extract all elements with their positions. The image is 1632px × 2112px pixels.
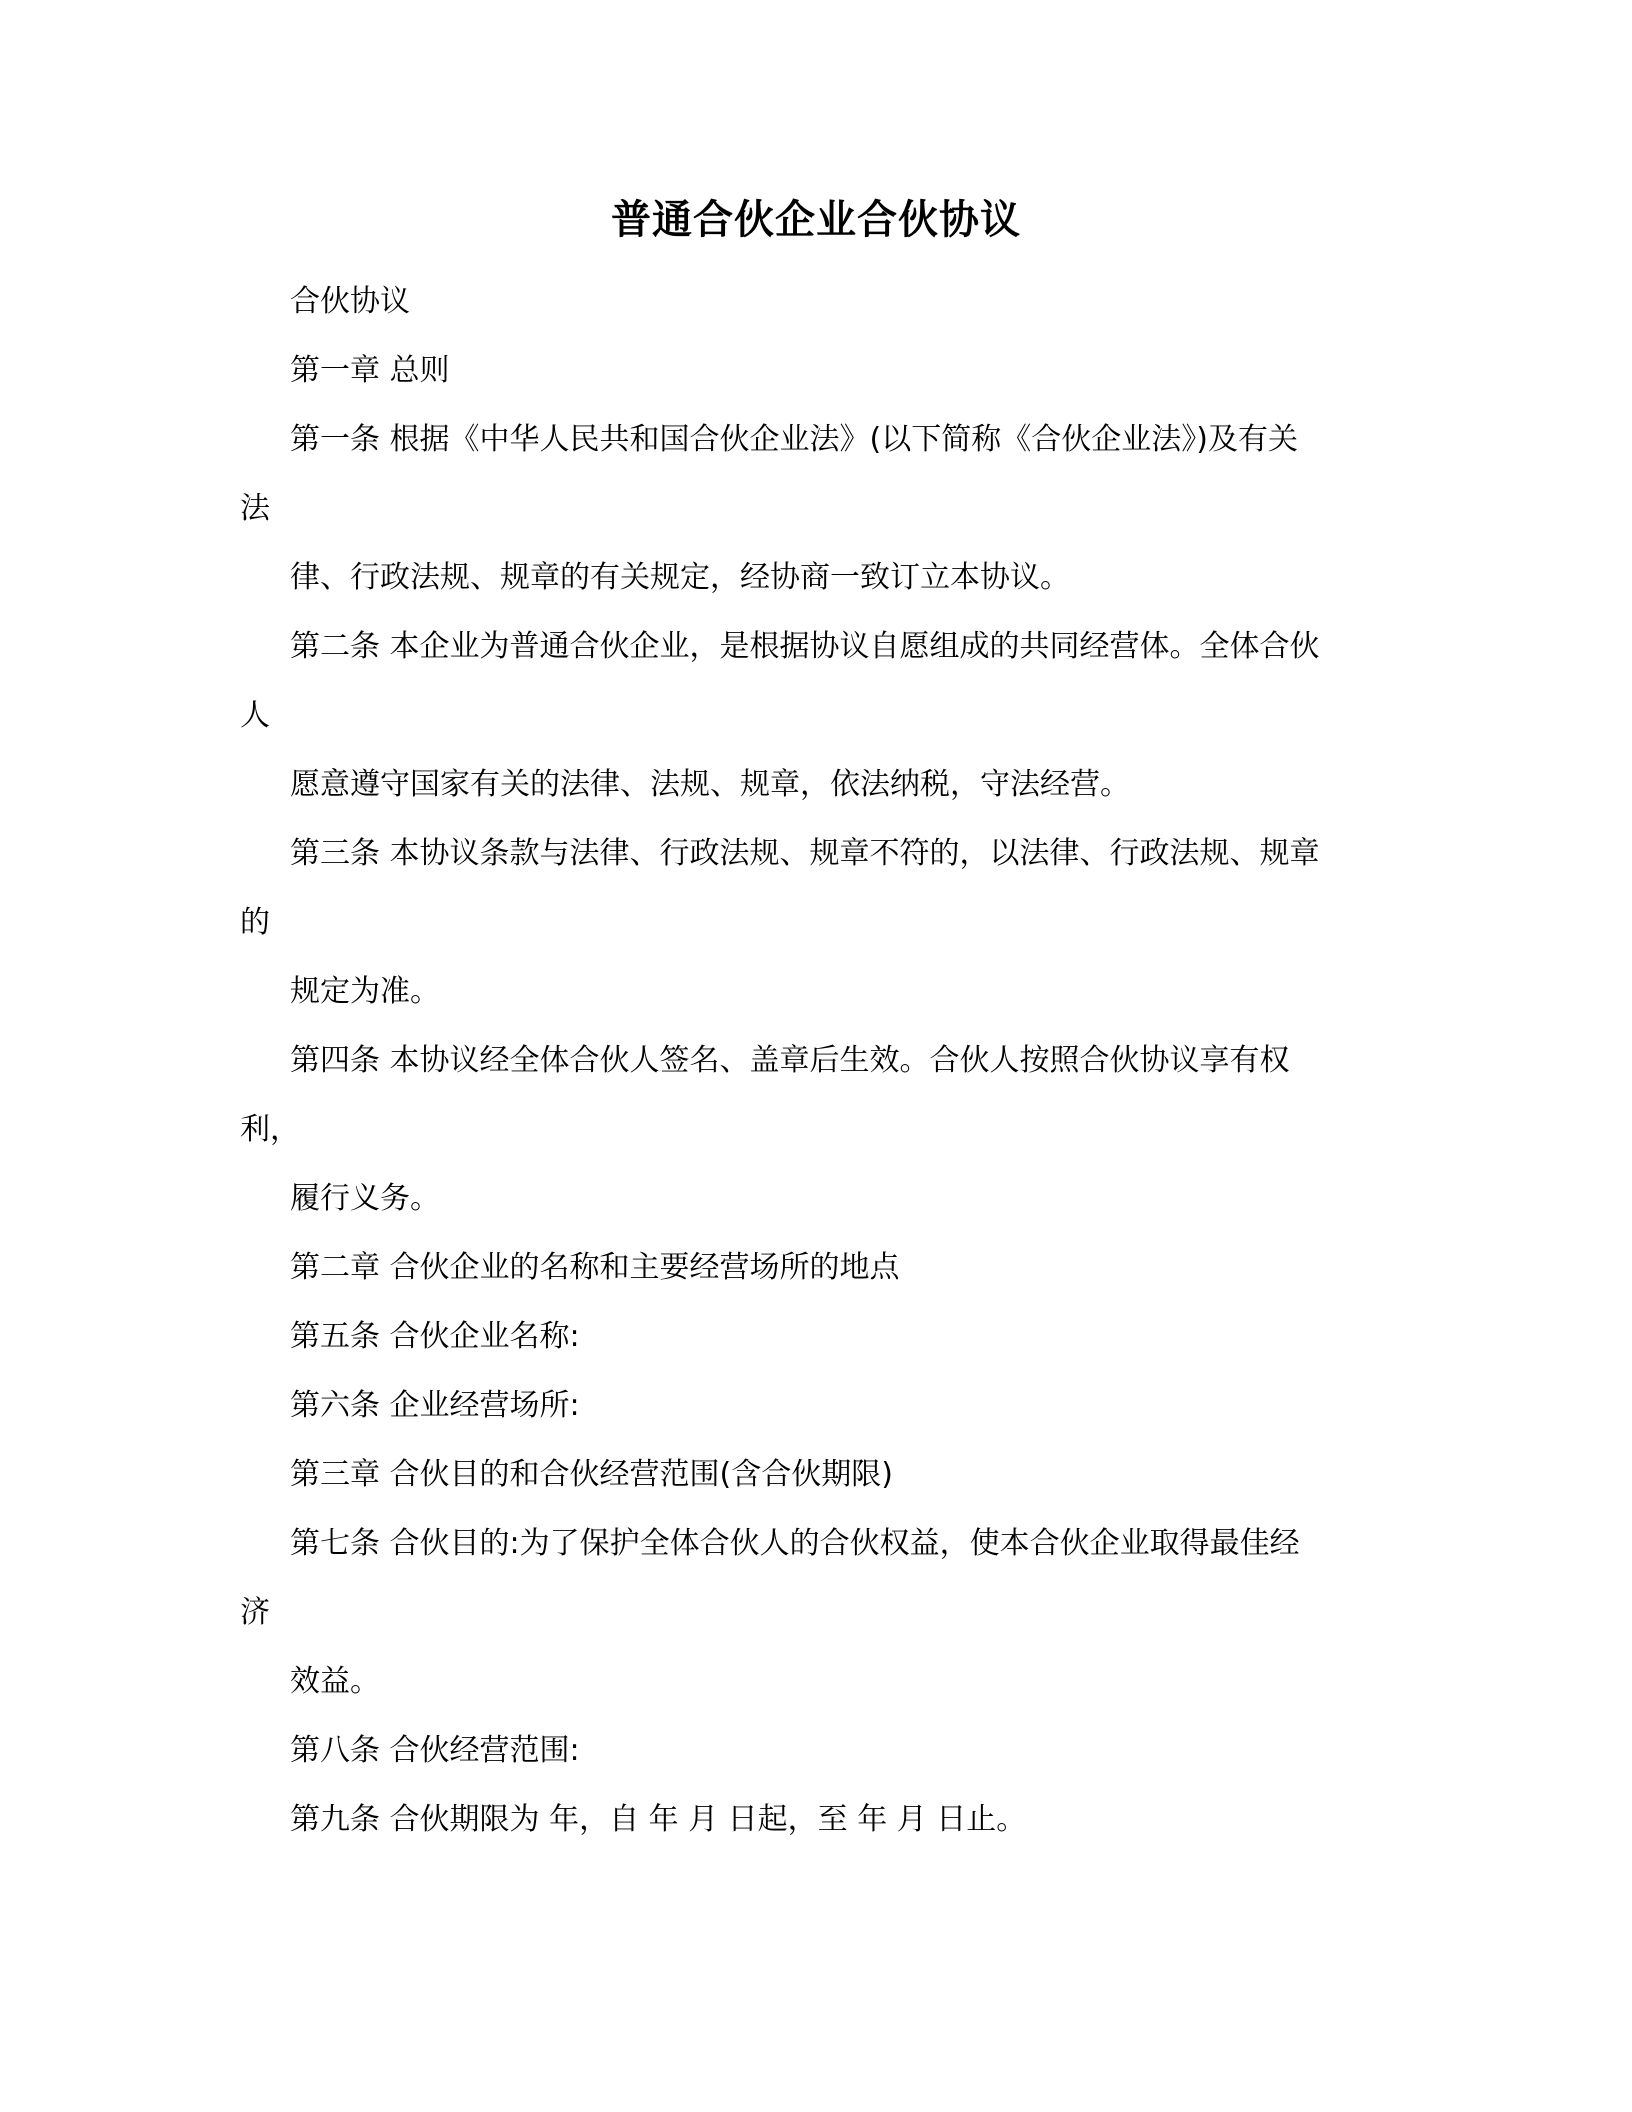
article-7-wrap: 济 bbox=[240, 1595, 270, 1630]
chapter-1-heading: 第一章 总则 bbox=[290, 353, 450, 388]
article-4-line-2: 履行义务。 bbox=[290, 1181, 440, 1216]
article-3-line-2: 规定为准。 bbox=[290, 974, 440, 1009]
document-title: 普通合伙企业合伙协议 bbox=[611, 197, 1021, 243]
article-2-line-1: 第二条 本企业为普通合伙企业，是根据协议自愿组成的共同经营体。全体合伙 bbox=[290, 629, 1320, 664]
article-4-line-1: 第四条 本协议经全体合伙人签名、盖章后生效。合伙人按照合伙协议享有权 bbox=[290, 1043, 1290, 1078]
article-7-line-2: 效益。 bbox=[290, 1664, 380, 1699]
heading-agreement: 合伙协议 bbox=[290, 284, 410, 319]
article-7-line-1: 第七条 合伙目的:为了保护全体合伙人的合伙权益，使本合伙企业取得最佳经 bbox=[290, 1526, 1300, 1561]
article-2-line-2: 愿意遵守国家有关的法律、法规、规章，依法纳税，守法经营。 bbox=[290, 767, 1130, 802]
article-6: 第六条 企业经营场所: bbox=[290, 1388, 580, 1423]
chapter-3-heading: 第三章 合伙目的和合伙经营范围(含合伙期限) bbox=[290, 1457, 893, 1492]
article-5: 第五条 合伙企业名称: bbox=[290, 1319, 580, 1354]
article-3-line-1: 第三条 本协议条款与法律、行政法规、规章不符的，以法律、行政法规、规章 bbox=[290, 836, 1320, 871]
article-1-line-2: 律、行政法规、规章的有关规定，经协商一致订立本协议。 bbox=[290, 560, 1070, 595]
article-9: 第九条 合伙期限为 年，自 年 月 日起，至 年 月 日止。 bbox=[290, 1802, 1027, 1837]
article-1-wrap: 法 bbox=[240, 491, 270, 526]
article-3-wrap: 的 bbox=[240, 905, 270, 940]
article-2-wrap: 人 bbox=[240, 698, 270, 733]
article-1-line-1: 第一条 根据《中华人民共和国合伙企业法》(以下简称《合伙企业法》)及有关 bbox=[290, 422, 1298, 457]
chapter-2-heading: 第二章 合伙企业的名称和主要经营场所的地点 bbox=[290, 1250, 900, 1285]
article-4-wrap: 利， bbox=[240, 1112, 300, 1147]
article-8: 第八条 合伙经营范围: bbox=[290, 1733, 580, 1768]
